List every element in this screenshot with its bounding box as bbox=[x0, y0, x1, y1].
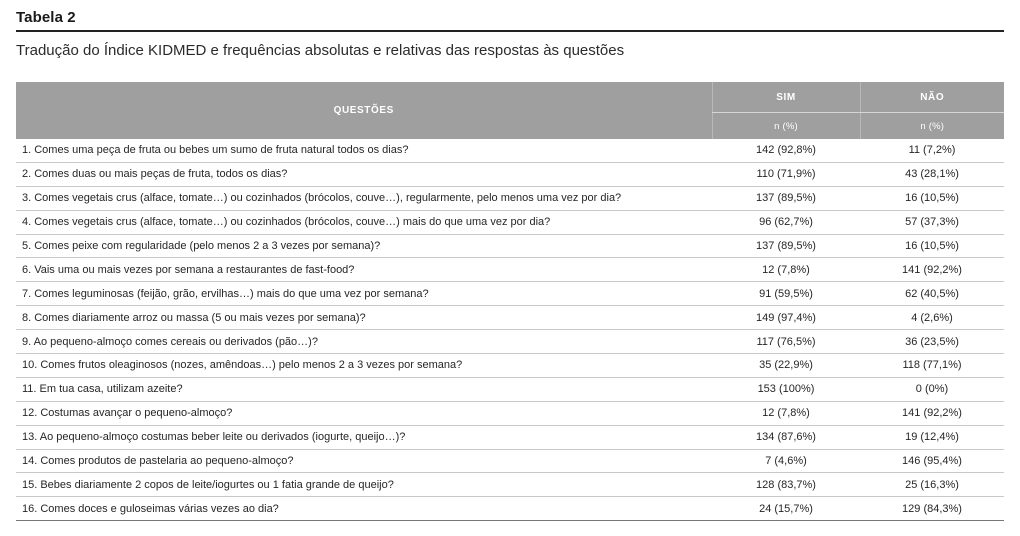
sim-cell: 35 (22,9%) bbox=[712, 354, 860, 378]
nao-cell: 118 (77,1%) bbox=[860, 354, 1004, 378]
table-row bbox=[16, 306, 1004, 330]
sim-cell: 117 (76,5%) bbox=[712, 330, 860, 354]
nao-cell: 25 (16,3%) bbox=[860, 473, 1004, 497]
sim-cell: 96 (62,7%) bbox=[712, 210, 860, 234]
nao-cell: 57 (37,3%) bbox=[860, 210, 1004, 234]
nao-cell: 19 (12,4%) bbox=[860, 425, 1004, 449]
nao-cell: 141 (92,2%) bbox=[860, 258, 1004, 282]
sim-cell: 137 (89,5%) bbox=[712, 186, 860, 210]
sim-cell: 110 (71,9%) bbox=[712, 162, 860, 186]
nao-cell: 11 (7,2%) bbox=[860, 139, 1004, 162]
question-cell: 12. Costumas avançar o pequeno-almoço? bbox=[16, 401, 712, 425]
sim-cell: 12 (7,8%) bbox=[712, 401, 860, 425]
header-nao: NÃO bbox=[860, 82, 1004, 113]
header-sim-unit: n (%) bbox=[712, 113, 860, 140]
header-questions: QUESTÕES bbox=[16, 82, 712, 139]
table-row bbox=[16, 497, 1004, 521]
nao-cell: 43 (28,1%) bbox=[860, 162, 1004, 186]
table-row bbox=[16, 234, 1004, 258]
table-caption-subtitle: Tradução do Índice KIDMED e frequências absolutas e relativas das respostas às questões bbox=[16, 42, 625, 59]
table-row bbox=[16, 425, 1004, 449]
table-caption-title: Tabela 2 bbox=[16, 9, 76, 26]
nao-cell: 4 (2,6%) bbox=[860, 306, 1004, 330]
question-cell: 14. Comes produtos de pastelaria ao pequeno-almoço? bbox=[16, 449, 712, 473]
nao-cell: 16 (10,5%) bbox=[860, 186, 1004, 210]
sim-cell: 12 (7,8%) bbox=[712, 258, 860, 282]
title-divider bbox=[16, 30, 1004, 32]
table-row bbox=[16, 449, 1004, 473]
question-cell: 3. Comes vegetais crus (alface, tomate…) ou cozinhados (brócolos, couve…), regularmente, pelo menos uma vez por dia? bbox=[16, 186, 712, 210]
question-cell: 6. Vais uma ou mais vezes por semana a restaurantes de fast-food? bbox=[16, 258, 712, 282]
sim-cell: 128 (83,7%) bbox=[712, 473, 860, 497]
table-row bbox=[16, 377, 1004, 401]
table-row bbox=[16, 282, 1004, 306]
question-cell: 10. Comes frutos oleaginosos (nozes, amêndoas…) pelo menos 2 a 3 vezes por semana? bbox=[16, 354, 712, 378]
question-cell: 11. Em tua casa, utilizam azeite? bbox=[16, 377, 712, 401]
table-row bbox=[16, 139, 1004, 162]
nao-cell: 129 (84,3%) bbox=[860, 497, 1004, 521]
table-row bbox=[16, 258, 1004, 282]
table-header bbox=[16, 82, 1004, 139]
question-cell: 13. Ao pequeno-almoço costumas beber leite ou derivados (iogurte, queijo…)? bbox=[16, 425, 712, 449]
nao-cell: 146 (95,4%) bbox=[860, 449, 1004, 473]
sim-cell: 7 (4,6%) bbox=[712, 449, 860, 473]
question-cell: 9. Ao pequeno-almoço comes cereais ou derivados (pão…)? bbox=[16, 330, 712, 354]
table-row bbox=[16, 162, 1004, 186]
nao-cell: 36 (23,5%) bbox=[860, 330, 1004, 354]
table-body bbox=[16, 139, 1004, 521]
sim-cell: 134 (87,6%) bbox=[712, 425, 860, 449]
question-cell: 16. Comes doces e guloseimas várias vezes ao dia? bbox=[16, 497, 712, 521]
question-cell: 7. Comes leguminosas (feijão, grão, ervilhas…) mais do que uma vez por semana? bbox=[16, 282, 712, 306]
table-row bbox=[16, 473, 1004, 497]
sim-cell: 153 (100%) bbox=[712, 377, 860, 401]
kidmed-table bbox=[16, 82, 1004, 521]
sim-cell: 24 (15,7%) bbox=[712, 497, 860, 521]
question-cell: 1. Comes uma peça de fruta ou bebes um sumo de fruta natural todos os dias? bbox=[16, 139, 712, 162]
table-row bbox=[16, 210, 1004, 234]
sim-cell: 91 (59,5%) bbox=[712, 282, 860, 306]
header-sim: SIM bbox=[712, 82, 860, 113]
table-row bbox=[16, 354, 1004, 378]
question-cell: 8. Comes diariamente arroz ou massa (5 ou mais vezes por semana)? bbox=[16, 306, 712, 330]
nao-cell: 16 (10,5%) bbox=[860, 234, 1004, 258]
table-row bbox=[16, 186, 1004, 210]
header-nao-unit: n (%) bbox=[860, 113, 1004, 140]
nao-cell: 141 (92,2%) bbox=[860, 401, 1004, 425]
question-cell: 4. Comes vegetais crus (alface, tomate…) ou cozinhados (brócolos, couve…) mais do que uma vez por dia? bbox=[16, 210, 712, 234]
table-row bbox=[16, 401, 1004, 425]
question-cell: 5. Comes peixe com regularidade (pelo menos 2 a 3 vezes por semana)? bbox=[16, 234, 712, 258]
question-cell: 2. Comes duas ou mais peças de fruta, todos os dias? bbox=[16, 162, 712, 186]
sim-cell: 137 (89,5%) bbox=[712, 234, 860, 258]
table-row bbox=[16, 330, 1004, 354]
sim-cell: 149 (97,4%) bbox=[712, 306, 860, 330]
question-cell: 15. Bebes diariamente 2 copos de leite/iogurtes ou 1 fatia grande de queijo? bbox=[16, 473, 712, 497]
nao-cell: 0 (0%) bbox=[860, 377, 1004, 401]
sim-cell: 142 (92,8%) bbox=[712, 139, 860, 162]
nao-cell: 62 (40,5%) bbox=[860, 282, 1004, 306]
